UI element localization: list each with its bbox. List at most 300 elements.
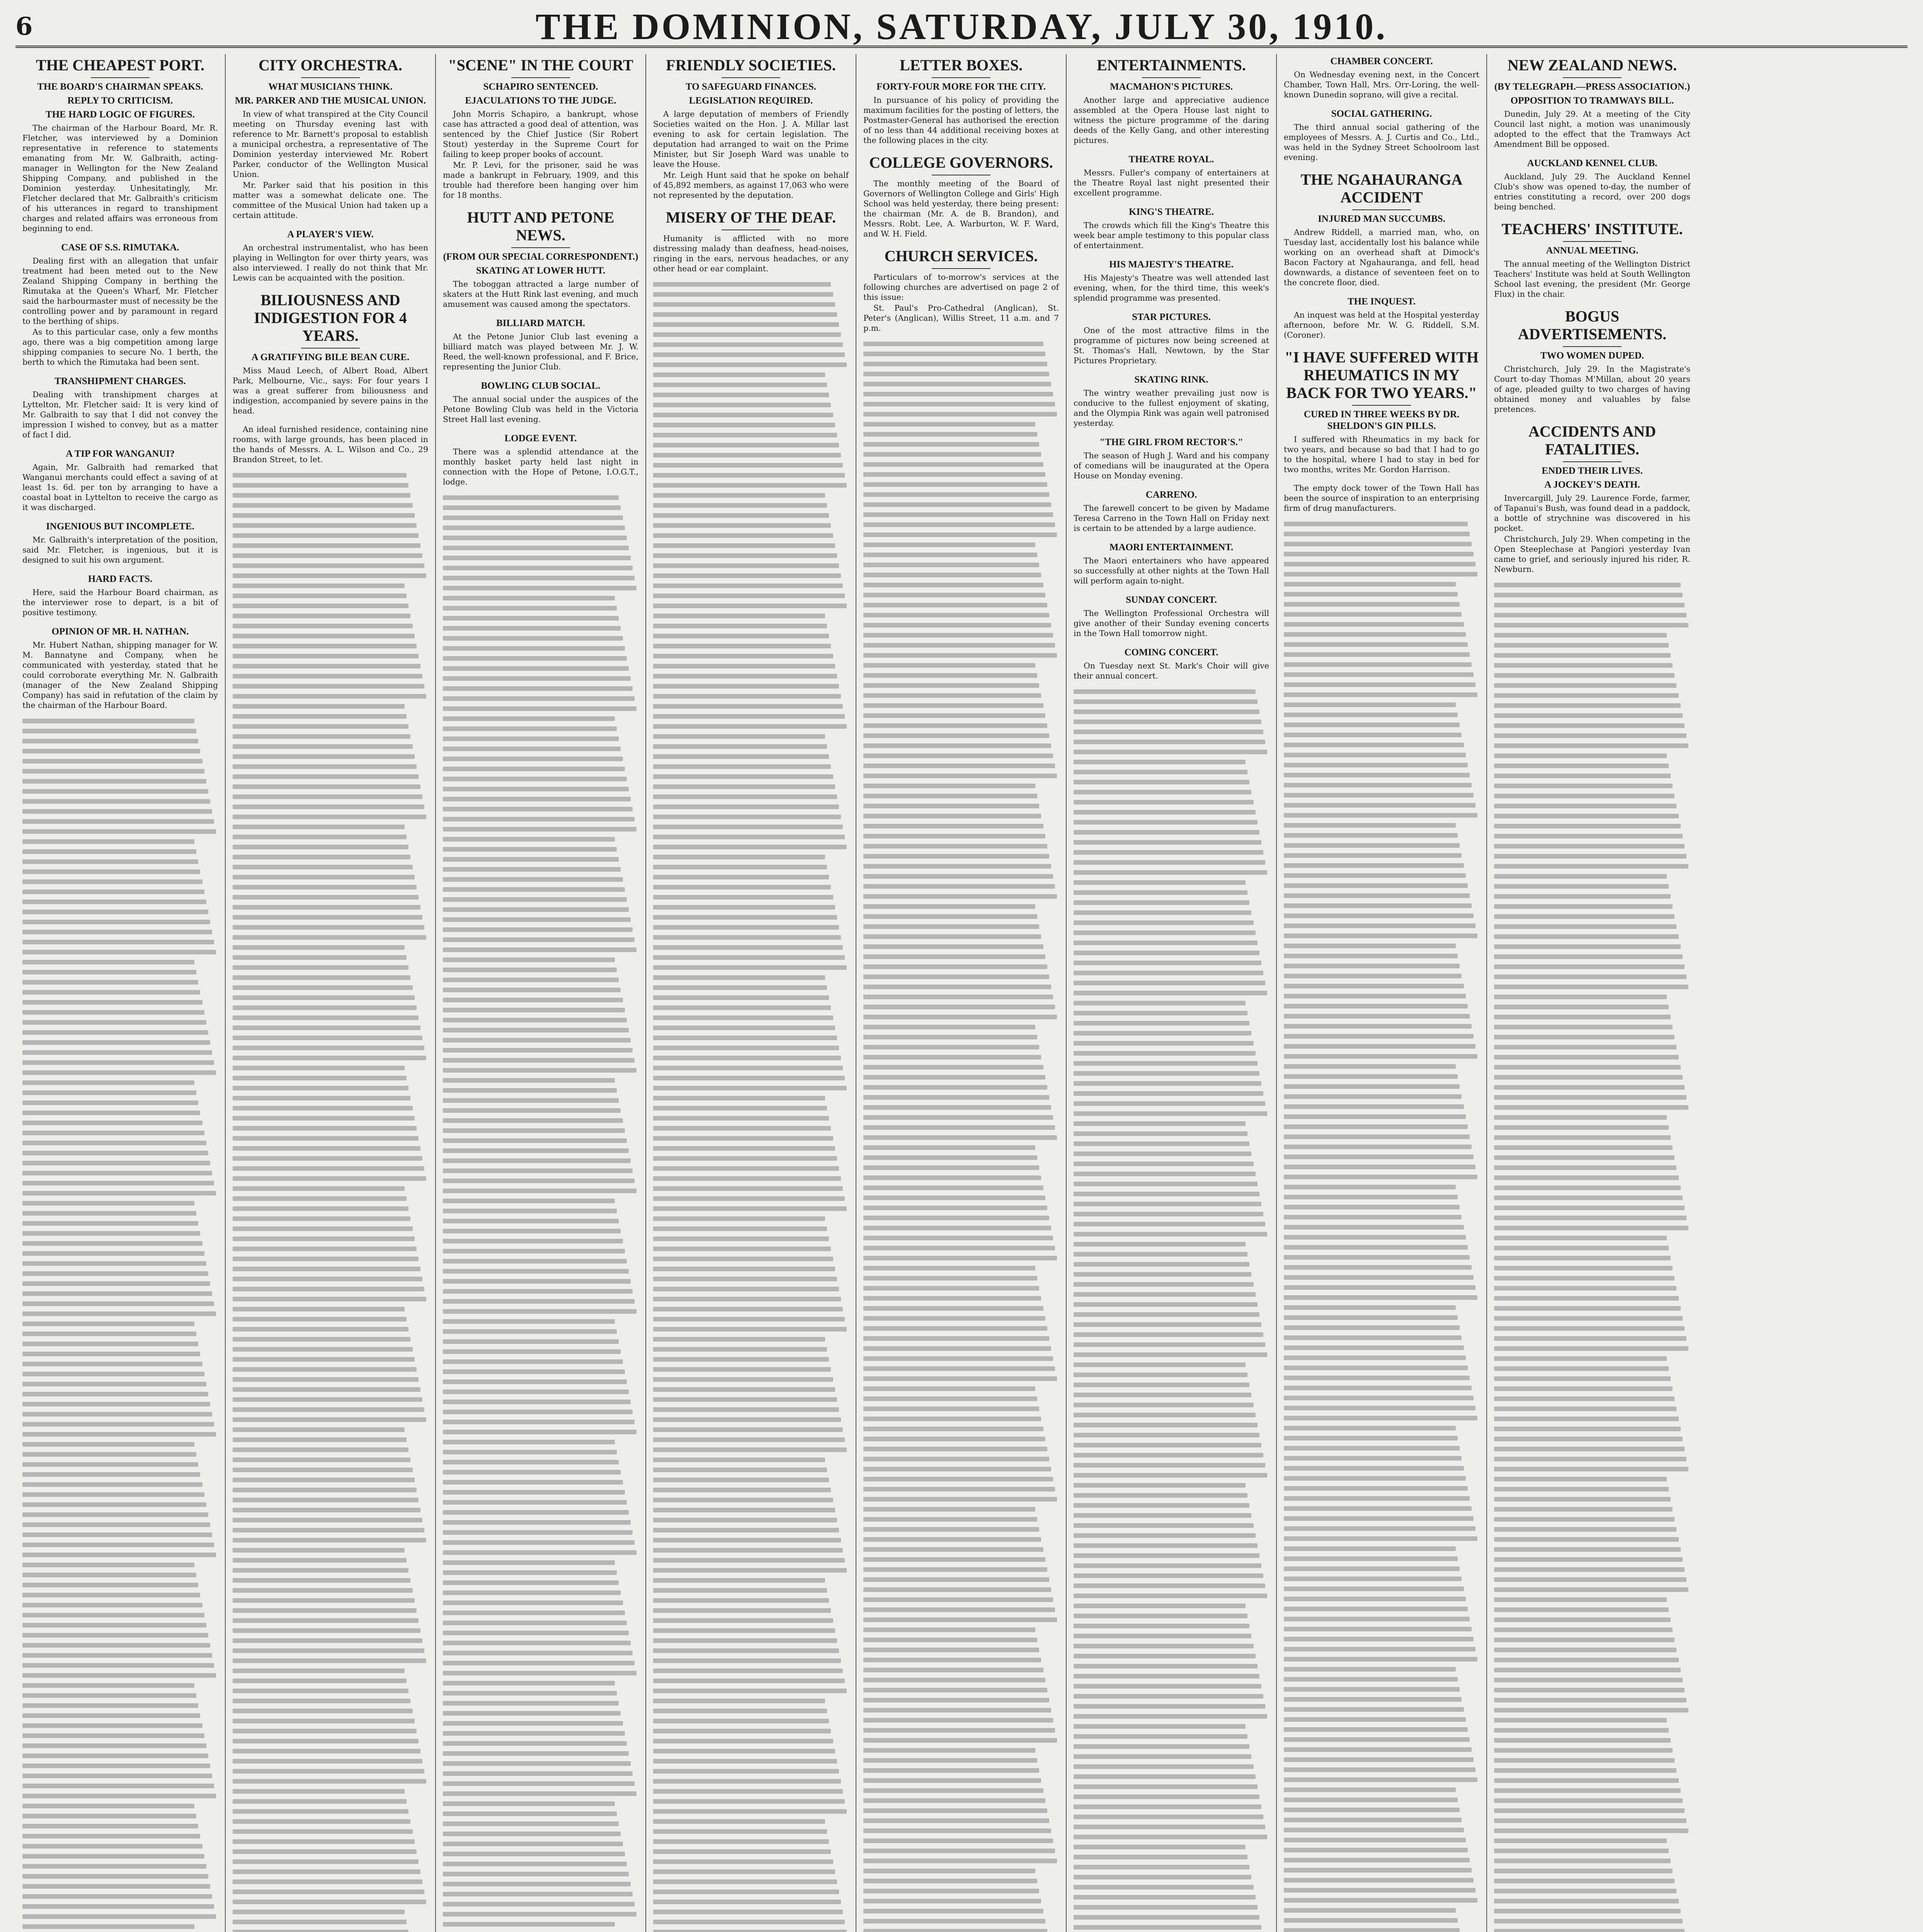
print-line <box>233 1257 419 1261</box>
print-line <box>443 1148 629 1153</box>
print-line <box>653 332 841 337</box>
print-line <box>233 744 413 749</box>
print-line <box>653 624 827 628</box>
article-paragraph: The monthly meeting of the Board of Governors of Wellington College and Girls' High School was held yesterday, there being present: the chairman (Mr. A. de B. Brandon), and Messrs. Robt. Lee, A. Warburton, W. F. Ward, and W. H. Field. <box>863 179 1059 238</box>
article-subheading: (FROM OUR SPECIAL CORRESPONDENT.) <box>443 252 638 262</box>
article-headline: TEACHERS' INSTITUTE. <box>1501 220 1683 238</box>
print-line <box>1494 1396 1675 1401</box>
print-line <box>22 1563 194 1567</box>
print-line <box>653 393 829 397</box>
article-paragraph: The annual meeting of the Wellington District Teachers' Institute was held at South Wellington School last evening, the president (Mr. George Flux) in the chair. <box>1494 259 1690 299</box>
print-line <box>1074 900 1249 905</box>
print-line <box>863 753 1053 758</box>
print-line <box>1494 774 1671 778</box>
article <box>443 56 638 200</box>
print-line <box>22 980 198 985</box>
print-line <box>233 1327 408 1332</box>
print-line <box>443 1400 631 1404</box>
article-subheading: SCHAPIRO SENTENCED. <box>483 82 598 92</box>
print-line <box>1284 1355 1466 1360</box>
print-line <box>233 905 420 910</box>
print-line <box>1074 1252 1247 1257</box>
print-line <box>233 674 422 679</box>
print-line <box>653 1156 837 1161</box>
print-line <box>233 1247 417 1251</box>
print-line <box>1494 1658 1679 1662</box>
print-line <box>863 1467 1051 1471</box>
print-line <box>1284 1175 1477 1179</box>
print-line <box>863 814 1041 818</box>
print-line <box>443 787 629 791</box>
print-line <box>653 1387 835 1392</box>
print-line <box>653 845 847 849</box>
print-line <box>1074 1654 1256 1658</box>
print-line <box>863 1145 1035 1150</box>
print-line <box>22 1181 214 1185</box>
print-line <box>863 874 1053 879</box>
print-line <box>233 644 417 648</box>
print-line <box>653 1236 829 1241</box>
article-paragraph: The wintry weather prevailing just now is conducive to the fullest enjoyment of skating, and the Olympia Rink was again well patronised yesterday. <box>1074 388 1269 428</box>
print-line <box>233 1578 410 1583</box>
print-line <box>443 1460 619 1464</box>
print-line <box>653 1427 843 1432</box>
print-line <box>233 1498 419 1502</box>
article-paragraph: Mr. Leigh Hunt said that he spoke on behalf of 45,892 members, as against 17,063 who were not represented by the deputation. <box>653 170 849 200</box>
print-line <box>22 1532 212 1537</box>
print-line <box>1284 1416 1477 1420</box>
print-line <box>1284 1566 1460 1571</box>
print-line <box>653 1357 829 1362</box>
print-line <box>22 769 204 774</box>
article-subheading: MACMAHON'S PICTURES. <box>1110 82 1233 92</box>
print-line <box>863 1206 1047 1210</box>
print-line <box>1494 1798 1683 1803</box>
print-line <box>1494 894 1671 899</box>
print-line <box>1284 572 1477 577</box>
print-line <box>863 643 1055 648</box>
print-line <box>863 1457 1049 1461</box>
article <box>1284 171 1479 287</box>
print-line <box>653 362 847 367</box>
print-line <box>1074 1242 1246 1247</box>
headline-rule <box>301 348 360 349</box>
print-line <box>443 1781 635 1786</box>
article-subheading: CASE OF S.S. RIMUTAKA. <box>61 242 179 253</box>
article-headline: "SCENE" IN THE COURT <box>448 56 633 74</box>
print-line <box>443 606 617 611</box>
print-line <box>653 1226 827 1231</box>
print-line <box>1494 1025 1673 1029</box>
print-line <box>443 1269 629 1274</box>
print-line <box>233 543 420 548</box>
print-line <box>443 616 619 621</box>
article-subheading: TRANSHIPMENT CHARGES. <box>54 376 186 386</box>
print-line <box>22 1753 208 1758</box>
print-line <box>1494 1899 1679 1903</box>
print-line <box>653 1166 839 1171</box>
print-line <box>233 1829 413 1834</box>
print-line <box>233 1287 424 1291</box>
print-line <box>1494 1085 1685 1090</box>
print-line <box>22 1231 200 1236</box>
print-line <box>863 1768 1039 1773</box>
print-line <box>653 1709 827 1713</box>
article-paragraph: Mr. Parker said that his position in this matter was a somewhat delicate one. The committee of the Musical Union had taken up a certain attitude. <box>233 180 428 220</box>
print-line <box>1494 934 1679 939</box>
print-line <box>1074 1463 1265 1468</box>
print-line <box>863 995 1053 999</box>
print-line <box>1284 1828 1464 1832</box>
print-line <box>22 1452 196 1457</box>
print-line <box>233 1910 405 1914</box>
print-line <box>443 907 629 912</box>
article-subheading: HIS MAJESTY'S THEATRE. <box>1109 259 1234 270</box>
print-line <box>863 342 1043 346</box>
print-line <box>1494 633 1667 638</box>
print-line <box>443 1922 615 1927</box>
print-line <box>443 1379 627 1384</box>
print-line <box>22 1502 206 1507</box>
article-paragraph: His Majesty's Theatre was well attended last evening, when, for the third time, this week's splendid programme was presented. <box>1074 273 1269 303</box>
print-line <box>443 1289 633 1294</box>
print-line <box>1494 975 1686 979</box>
print-line <box>1494 723 1685 728</box>
print-line <box>1284 1637 1474 1641</box>
print-line <box>1284 913 1474 918</box>
print-line <box>653 774 833 779</box>
print-line <box>1284 682 1475 687</box>
article <box>1284 349 1479 474</box>
print-line <box>1284 1366 1468 1370</box>
print-line <box>1494 1748 1673 1753</box>
print-line <box>653 1488 831 1492</box>
print-line <box>863 1376 1057 1381</box>
print-line <box>22 1673 216 1678</box>
print-line <box>653 764 831 769</box>
print-line <box>653 965 847 970</box>
print-line <box>443 1299 635 1304</box>
print-line <box>233 1658 426 1663</box>
print-line <box>863 854 1049 859</box>
print-line <box>863 1005 1055 1009</box>
print-line <box>443 1661 635 1665</box>
print-line <box>653 1879 837 1884</box>
article-headline: HUTT AND PETONE NEWS. <box>467 209 614 244</box>
print-line <box>1494 1768 1676 1773</box>
print-line <box>1284 743 1464 747</box>
article-subheading: FORTY-FOUR MORE FOR THE CITY. <box>876 82 1046 92</box>
print-line <box>653 684 839 689</box>
print-line <box>1494 1477 1667 1481</box>
article <box>443 433 638 487</box>
print-line <box>22 809 212 814</box>
print-line <box>1284 1436 1458 1440</box>
article-headline: "I HAVE SUFFERED WITH RHEUMATICS IN MY BACK FOR TWO YEARS." <box>1285 349 1479 401</box>
print-line <box>22 1884 210 1889</box>
print-line <box>443 696 635 701</box>
print-line <box>1494 904 1673 909</box>
print-line <box>1074 810 1256 815</box>
print-line <box>1074 971 1263 975</box>
print-line <box>443 556 631 560</box>
print-line <box>653 985 827 990</box>
column-4 <box>646 54 856 1932</box>
print-line <box>443 1671 636 1675</box>
print-line <box>443 1430 636 1434</box>
print-line <box>22 1362 203 1366</box>
print-line <box>22 1543 214 1547</box>
print-line <box>1074 1614 1247 1618</box>
print-line <box>1074 1875 1251 1879</box>
print-line <box>653 1789 843 1794</box>
print-line <box>233 1297 426 1301</box>
print-line <box>233 1558 407 1563</box>
print-line <box>1074 1543 1258 1548</box>
print-line <box>1284 1536 1477 1541</box>
print-line <box>443 1349 621 1354</box>
print-line <box>1494 1015 1671 1019</box>
print-line <box>443 1600 623 1605</box>
print-line <box>653 483 847 488</box>
print-line <box>22 879 203 884</box>
print-line <box>233 935 426 940</box>
print-line <box>1494 1628 1673 1632</box>
print-line <box>1074 750 1267 754</box>
print-line <box>863 723 1047 728</box>
print-line <box>1494 1065 1681 1070</box>
print-line <box>1284 1657 1477 1662</box>
print-line <box>443 706 636 711</box>
print-line <box>1074 1162 1254 1166</box>
print-line <box>653 1900 841 1904</box>
print-line <box>22 1904 214 1909</box>
print-line <box>233 965 408 970</box>
print-line <box>443 505 621 510</box>
print-line <box>443 536 627 540</box>
print-line <box>653 1447 847 1452</box>
print-line <box>443 1158 631 1163</box>
article-subheading: CARRENO. <box>1145 490 1197 500</box>
print-line <box>653 674 837 679</box>
print-line <box>1284 1275 1474 1280</box>
print-line <box>443 817 635 821</box>
print-line <box>863 1778 1041 1783</box>
print-line <box>1284 1295 1477 1300</box>
print-line <box>233 1769 424 1774</box>
article <box>22 626 218 710</box>
article-subheading: HARD FACTS. <box>88 574 153 584</box>
print-line <box>233 1648 424 1653</box>
print-line <box>1074 1583 1265 1588</box>
print-line <box>443 1611 625 1615</box>
print-line <box>22 1623 206 1628</box>
print-line <box>653 634 829 638</box>
print-line <box>863 1276 1037 1281</box>
print-line <box>863 1708 1051 1713</box>
print-line <box>1074 780 1249 784</box>
print-line <box>653 1809 847 1814</box>
print-line <box>443 1821 619 1826</box>
print-line <box>1074 1292 1256 1297</box>
print-line <box>22 1221 198 1226</box>
print-line <box>1074 991 1267 995</box>
print-line <box>22 739 198 743</box>
print-line <box>863 1557 1045 1562</box>
article <box>233 56 428 220</box>
article-paragraph: The toboggan attracted a large number of skaters at the Hutt Rink last evening, and much amusement was caused among the spectators. <box>443 279 638 309</box>
print-line <box>22 1733 204 1738</box>
print-line <box>863 623 1051 628</box>
print-line <box>1284 1225 1464 1230</box>
print-line <box>1074 1081 1261 1086</box>
print-line <box>863 1306 1043 1311</box>
print-line <box>863 1798 1045 1803</box>
print-line <box>863 462 1043 467</box>
print-line <box>233 1076 407 1080</box>
article <box>653 209 849 274</box>
print-line <box>863 1577 1049 1582</box>
article-subheading: A JOCKEY'S DEATH. <box>1544 480 1640 490</box>
print-line <box>1494 1688 1685 1692</box>
article-paragraph: An ideal furnished residence, containing nine rooms, with large grounds, has been placed in the hands of Messrs. A. L. Wilson and Co., 29 Brandon Street, to let. <box>233 425 428 464</box>
print-line <box>233 513 415 518</box>
print-line <box>1074 1513 1251 1518</box>
print-line <box>22 1010 204 1015</box>
print-line <box>233 1699 410 1703</box>
print-line <box>1284 1787 1456 1792</box>
print-line <box>1074 1101 1265 1106</box>
print-line <box>443 998 623 1002</box>
print-line <box>443 716 615 721</box>
print-line <box>653 473 845 478</box>
print-line <box>1284 612 1462 617</box>
print-line <box>863 633 1053 638</box>
print-line <box>863 1527 1039 1532</box>
print-line <box>1284 773 1470 777</box>
print-line <box>653 794 837 799</box>
article-paragraph: The crowds which fill the King's Theatre this week bear ample testimony to this popular class of entertainment. <box>1074 221 1269 250</box>
print-line <box>1494 1035 1675 1039</box>
print-line <box>653 1367 831 1372</box>
article-subheading: A GRATIFYING BILE BEAN CURE. <box>251 352 410 362</box>
print-line <box>653 1729 831 1733</box>
print-line <box>443 1440 615 1444</box>
print-line <box>863 1095 1049 1100</box>
print-line <box>22 1201 194 1206</box>
headline-rule <box>1563 346 1622 347</box>
print-line <box>863 934 1041 939</box>
print-line <box>1494 1316 1683 1321</box>
article-paragraph: The third annual social gathering of the employees of Messrs. A. J. Curtis and Co., Ltd., was held in the Sydney Street Schoolroom last evening. <box>1284 122 1479 162</box>
print-line <box>653 855 825 859</box>
print-line <box>443 1631 629 1635</box>
print-line <box>863 1246 1055 1250</box>
print-line <box>653 1096 825 1100</box>
print-line <box>653 895 833 900</box>
print-line <box>653 804 839 809</box>
print-line <box>233 835 407 839</box>
print-line <box>233 1347 413 1352</box>
print-line <box>233 865 413 869</box>
print-line <box>1284 642 1468 647</box>
print-line <box>653 1889 839 1894</box>
print-line <box>1074 1604 1246 1608</box>
column-7 <box>1277 54 1487 1932</box>
print-line <box>863 944 1043 949</box>
print-line <box>22 1281 210 1286</box>
print-line <box>1284 1084 1460 1089</box>
print-line <box>1494 1427 1681 1431</box>
print-line <box>653 523 831 528</box>
print-line <box>863 1226 1051 1230</box>
print-line <box>1494 1638 1675 1642</box>
print-line <box>1074 1282 1254 1287</box>
print-line <box>863 743 1051 748</box>
print-line <box>1494 1145 1673 1150</box>
print-line <box>1284 873 1466 878</box>
print-line <box>653 955 845 960</box>
print-line <box>1494 914 1675 919</box>
print-line <box>1284 1114 1466 1119</box>
print-line <box>1494 643 1669 648</box>
print-line <box>233 1357 415 1362</box>
headline-rule <box>511 247 570 248</box>
print-line <box>233 1196 407 1201</box>
print-line <box>653 875 829 879</box>
print-line <box>233 1719 415 1723</box>
print-line <box>233 1377 419 1382</box>
print-line <box>233 1186 405 1191</box>
print-line <box>233 1427 405 1432</box>
print-line <box>22 1633 208 1638</box>
article <box>1494 423 1690 574</box>
print-line <box>863 1889 1039 1893</box>
print-line <box>1284 713 1458 717</box>
print-line <box>653 1196 845 1201</box>
print-line <box>863 1487 1055 1492</box>
print-line <box>653 1578 825 1583</box>
print-line <box>1074 910 1251 915</box>
print-line <box>1284 1757 1474 1762</box>
print-line <box>1074 1011 1247 1015</box>
print-line <box>233 754 415 759</box>
print-line <box>863 663 1035 668</box>
print-line <box>653 403 831 407</box>
print-line <box>233 985 413 990</box>
article-paragraph: As to this particular case, only a few months ago, there was a big competition among large shipping companies to secure No. 1 berth, the berth to which the Rimutaka had been sent. <box>22 327 218 367</box>
print-line <box>1284 1034 1474 1039</box>
print-line <box>1074 1704 1265 1709</box>
print-line <box>863 543 1035 547</box>
print-line <box>1284 1838 1466 1842</box>
print-line <box>1494 1587 1688 1592</box>
print-line <box>443 1500 627 1505</box>
print-line <box>1074 709 1259 714</box>
print-line <box>863 422 1035 427</box>
print-line <box>443 807 633 811</box>
print-line <box>22 719 194 723</box>
print-line <box>653 1910 843 1914</box>
print-line <box>443 1389 629 1394</box>
print-line <box>443 666 629 671</box>
print-line <box>863 553 1037 557</box>
print-line <box>1494 1467 1688 1471</box>
print-line <box>233 895 419 900</box>
print-line <box>863 1698 1049 1702</box>
print-line <box>1494 1155 1675 1160</box>
print-line <box>443 526 625 530</box>
